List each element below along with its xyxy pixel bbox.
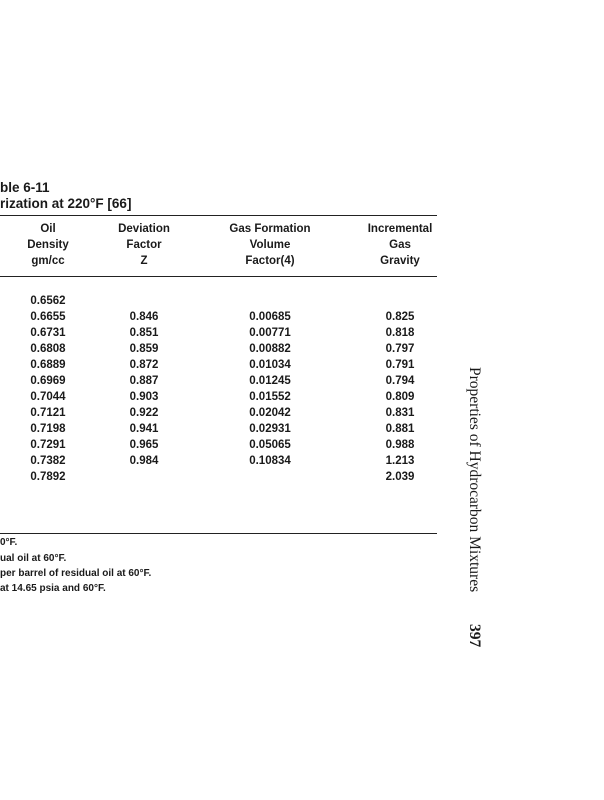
table-cell: 0.984 [129,455,159,467]
table-cell: 0.818 [385,327,415,339]
footnote: 0°F. [0,537,18,548]
table-cell: 0.6562 [30,295,66,307]
table-cell: 0.791 [385,359,415,371]
table-cell: 0.00882 [249,343,291,355]
table-cell: 0.872 [129,359,159,371]
table-cell: 0.6889 [30,359,66,371]
header-oil-density [0,221,96,269]
table-cell: 0.6969 [30,375,66,387]
table-title: rization at 220°F [66] [0,196,132,211]
table-cell: 0.7121 [30,407,66,419]
table-cell: 0.02042 [249,407,291,419]
table-cell: 0.887 [129,375,159,387]
header-line: Density [27,239,69,251]
running-head [465,367,483,647]
header-line: Gravity [380,255,420,267]
table-cell: 0.797 [385,343,415,355]
table-cell: 0.00771 [249,327,291,339]
header-line: Volume [249,239,291,251]
running-head-title: Properties of Hydrocarbon Mixtures [466,367,483,593]
column-incremental-gas-gravity [356,293,444,485]
header-line: Factor [126,239,162,251]
header-line: Factor(4) [245,255,295,267]
table-cell: 0.7291 [30,439,66,451]
table-cell: 0.6808 [30,343,66,355]
table-cell: 0.6731 [30,327,66,339]
table-cell: 0.831 [385,407,415,419]
table-cell: 0.01034 [249,359,291,371]
header-line: Gas [389,239,411,251]
table-cell: 0.825 [385,311,415,323]
header-line: Incremental [367,223,433,235]
column-gas-formation-volume-factor [210,293,330,485]
table-cell: 0.05065 [249,439,291,451]
table-cell: 0.922 [129,407,159,419]
page-number: 397 [466,624,483,648]
header-line: Deviation [118,223,170,235]
table-cell: 0.01245 [249,375,291,387]
table-cell [96,293,192,309]
table-cell: 0.6655 [30,311,66,323]
header-incremental-gas-gravity [356,221,444,269]
table-cell [210,293,330,309]
table-cell: 0.794 [385,375,415,387]
table-cell: 0.851 [129,327,159,339]
header-line: Gas Formation [229,223,311,235]
table-cell: 0.859 [129,343,159,355]
table-cell: 0.7044 [30,391,66,403]
table-cell: 0.10834 [249,455,291,467]
table-cell: 0.00685 [249,311,291,323]
table-cell: 0.809 [385,391,415,403]
footnote: per barrel of residual oil at 60°F. [0,568,152,579]
footnote: at 14.65 psia and 60°F. [0,583,106,594]
table-cell: 0.903 [129,391,159,403]
table-cell: 0.846 [129,311,159,323]
header-line: gm/cc [31,255,65,267]
column-deviation-factor [96,293,192,485]
table-cell [356,293,444,309]
table-cell: 0.941 [129,423,159,435]
table-cell: 2.039 [385,471,415,483]
header-line: Z [140,255,148,267]
table-cell: 0.965 [129,439,159,451]
column-oil-density [0,293,96,485]
header-line: Oil [40,223,56,235]
header-gas-formation-volume-factor [210,221,330,269]
table-cell: 0.02931 [249,423,291,435]
table-cell: 1.213 [385,455,415,467]
table-cell [210,469,330,485]
table-cell [96,469,192,485]
header-rule [0,276,437,277]
table-cell: 0.881 [385,423,415,435]
footnote: ual oil at 60°F. [0,553,67,564]
top-rule [0,215,437,216]
table-cell: 0.7382 [30,455,66,467]
bottom-rule [0,533,437,534]
table-number: ble 6-11 [0,180,50,195]
table-cell: 0.988 [385,439,415,451]
table-cell: 0.01552 [249,391,291,403]
table-cell: 0.7198 [30,423,66,435]
header-deviation-factor [96,221,192,269]
table-cell: 0.7892 [30,471,66,483]
